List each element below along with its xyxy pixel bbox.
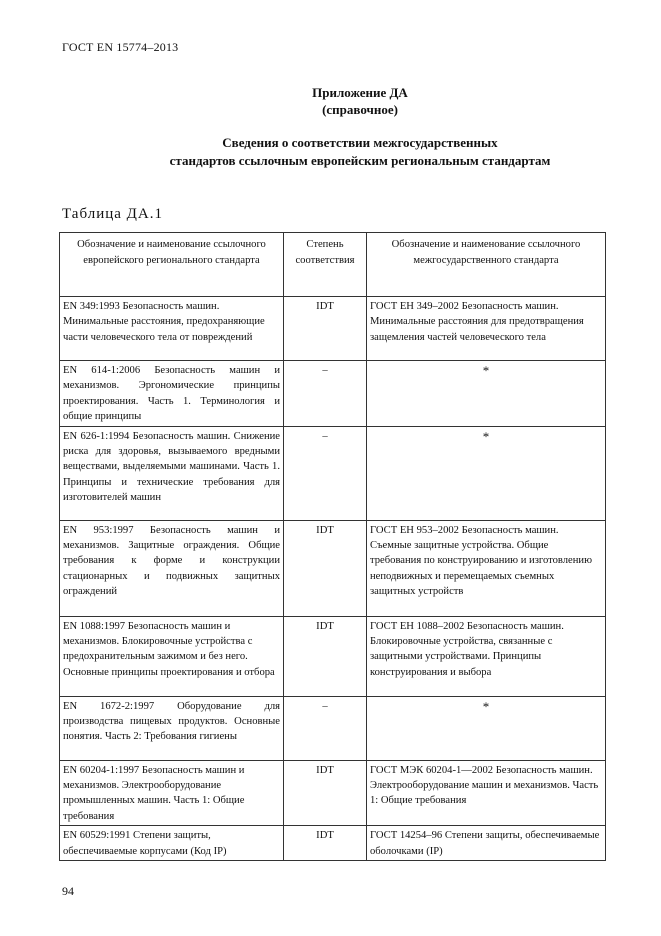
table-row <box>60 826 606 861</box>
european-standard-cell: EN 953:1997 Безопасность машин и механизмов. Защитные ограждения. Общие требования к форме и конструкции стационарных и подвижных защитных ограждений <box>60 520 284 616</box>
european-standard-cell: EN 614-1:2006 Безопасность машин и механизмов. Эргономические принципы проектирования. Часть 1. Терминология и общие принципы <box>60 361 284 427</box>
interstate-standard-cell: * <box>367 696 606 760</box>
interstate-standard-cell: ГОСТ МЭК 60204-1—2002 Безопасность машин. Электрооборудование машин и механизмов. Часть 1: Общие требования <box>367 760 606 826</box>
table-row <box>60 760 606 826</box>
degree-cell: IDT <box>284 297 367 361</box>
section-heading <box>110 134 610 170</box>
degree-cell: IDT <box>284 760 367 826</box>
european-standard-cell: EN 1672-2:1997 Оборудование для производства пищевых продуктов. Основные понятия. Часть 2: Требования гигиены <box>60 696 284 760</box>
annex-block <box>300 84 420 118</box>
interstate-standard-cell: ГОСТ ЕН 953–2002 Безопасность машин. Съемные защитные устройства. Общие требования по конструированию и изготовлению неподвижных и перемещаемых съемных защитных устройств <box>367 520 606 616</box>
document-id: ГОСТ EN 15774–2013 <box>62 40 179 54</box>
table-row <box>60 361 606 427</box>
column-header-european: Обозначение и наименование ссылочного европейского регионального стандарта <box>60 233 284 297</box>
annex-title: Приложение ДА <box>312 85 408 100</box>
european-standard-cell: EN 60529:1991 Степени защиты, обеспечиваемые корпусами (Код IP) <box>60 826 284 861</box>
european-standard-cell: EN 626-1:1994 Безопасность машин. Снижение риска для здоровья, вызываемого вредными веществами, выделяемыми машинами. Часть 1. Принципы и технические требования для изготовителей машин <box>60 426 284 520</box>
european-standard-cell: EN 1088:1997 Безопасность машин и механизмов. Блокировочные устройства с предохранительным зажимом и без него. Основные принципы проектирования и отбора <box>60 616 284 696</box>
european-standard-cell: EN 349:1993 Безопасность машин. Минимальные расстояния, предохраняющие части человеческого тела от повреждений <box>60 297 284 361</box>
interstate-standard-cell: * <box>367 361 606 427</box>
annex-subtitle: (справочное) <box>322 102 398 117</box>
table-header-row <box>60 233 606 297</box>
table-row <box>60 696 606 760</box>
heading-line-2: стандартов ссылочным европейским региональным стандартам <box>169 153 551 168</box>
degree-cell: IDT <box>284 520 367 616</box>
column-header-interstate: Обозначение и наименование ссылочного межгосударственного стандарта <box>367 233 606 297</box>
degree-cell: – <box>284 426 367 520</box>
heading-line-1: Сведения о соответствии межгосударственных <box>222 135 498 150</box>
degree-cell: – <box>284 696 367 760</box>
degree-cell: – <box>284 361 367 427</box>
table-row <box>60 426 606 520</box>
interstate-standard-cell: ГОСТ ЕН 1088–2002 Безопасность машин. Блокировочные устройства, связанные с защитными устройствами. Принципы конструирования и выбора <box>367 616 606 696</box>
interstate-standard-cell: ГОСТ ЕН 349–2002 Безопасность машин. Минимальные расстояния для предотвращения защемления частей человеческого тела <box>367 297 606 361</box>
table-row <box>60 297 606 361</box>
european-standard-cell: EN 60204-1:1997 Безопасность машин и механизмов. Электрооборудование промышленных машин. Часть 1: Общие требования <box>60 760 284 826</box>
column-header-degree: Степень соответствия <box>284 233 367 297</box>
degree-cell: IDT <box>284 616 367 696</box>
table-row <box>60 616 606 696</box>
table-row <box>60 520 606 616</box>
degree-cell: IDT <box>284 826 367 861</box>
interstate-standard-cell: * <box>367 426 606 520</box>
correspondence-table <box>59 232 606 861</box>
page-number: 94 <box>62 884 74 898</box>
interstate-standard-cell: ГОСТ 14254–96 Степени защиты, обеспечиваемые оболочками (IP) <box>367 826 606 861</box>
table-caption: Таблица ДА.1 <box>62 206 163 222</box>
